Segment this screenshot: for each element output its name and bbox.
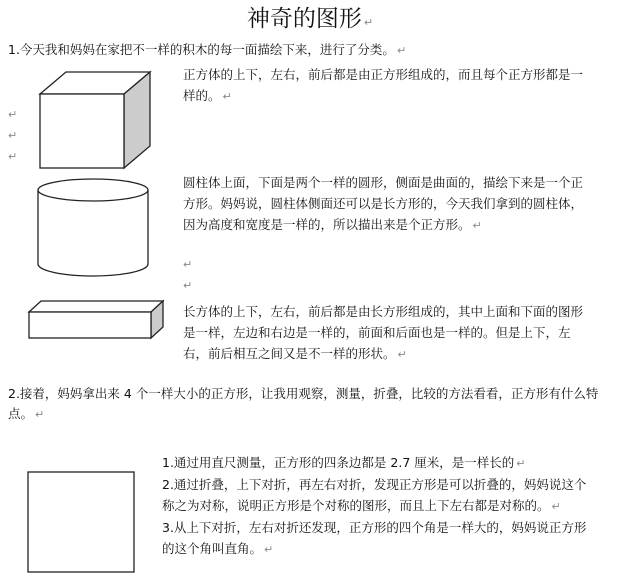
question-1: 1.今天我和妈妈在家把不一样的积木的每一面描绘下来，进行了分类。 ↵ (8, 42, 407, 57)
finding-3: 3.从上下对折，左右对折还发现，正方形的四个角是一样大的，妈妈说正方形的这个角叫直角。 ↵ (162, 520, 587, 556)
findings-list (162, 452, 587, 560)
finding-1: 1.通过用直尺测量，正方形的四条边都是 2.7 厘米，是一样长的 ↵ (162, 455, 526, 470)
return-mark: ↵ (396, 44, 407, 57)
cube-description: 正方体的上下，左右，前后都是由正方形组成的，而且每个正方形都是一样的。 ↵ (183, 67, 584, 103)
return-mark: ↵ (397, 348, 407, 361)
return-marks-column: ↵ ↵ (183, 258, 193, 292)
cylinder-description: 圆柱体上面，下面是两个一样的圆形，侧面是曲面的，描绘下来是一个正方形。妈妈说，圆柱体侧面还可以是长方形的，今天我们拿到的圆柱体，因为高度和宽度是一样的，所以描出来是个正方形。 ↵ (183, 175, 584, 232)
question-2: 2.接着，妈妈拿出来 4 个一样大小的正方形，让我用观察，测量，折叠，比较的方法看看，正方形有什么特点。 ↵ (8, 386, 599, 421)
return-mark: ↵ (222, 90, 232, 103)
cuboid-description: 长方体的上下，左右，前后都是由长方形组成的，其中上面和下面的图形是一样，左边和右边是一样的，前面和后面也是一样的。但是上下，左右，前后相互之间又是不一样的形状。 ↵ (183, 304, 584, 361)
return-mark: ↵ (35, 408, 45, 421)
return-mark: ↵ (472, 219, 482, 232)
return-mark: ↵ (551, 500, 561, 513)
cube-drawing (34, 68, 156, 173)
cuboid-drawing (26, 298, 168, 342)
square-drawing (26, 470, 138, 575)
return-mark: ↵ (264, 543, 274, 556)
finding-2: 2.通过折叠，上下对折，再左右对折，发现正方形是可以折叠的，妈妈说这个称之为对称，说明正方形是个对称的图形，而且上下左右都是对称的。 ↵ (162, 477, 587, 513)
return-marks-column: ↵ ↵ ↵ (8, 108, 18, 163)
return-mark: ↵ (516, 457, 526, 470)
cylinder-drawing (34, 176, 152, 280)
page-title: 神奇的图形 ↵ (246, 6, 374, 32)
return-mark: ↵ (363, 16, 374, 29)
